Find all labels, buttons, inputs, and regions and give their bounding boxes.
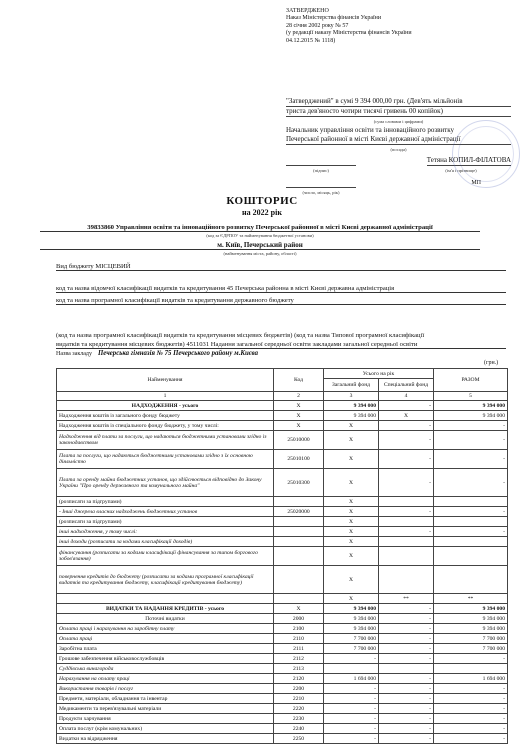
row-general: Х [324, 594, 379, 604]
row-general: - [324, 694, 379, 704]
approval-sum-line: "Затверджений" в сумі 9 394 000,00 грн. (Дев'ять мільйонів [286, 97, 511, 107]
row-total [434, 566, 508, 594]
row-name: Надходження коштів із спеціального фонду бюджету, у тому числі: [57, 421, 274, 431]
row-code: 2120 [274, 674, 324, 684]
row-general: 9 394 000 [324, 614, 379, 624]
index-1: 1 [57, 392, 274, 401]
table-row [57, 604, 508, 614]
row-general: - [324, 704, 379, 714]
row-code: 2100 [274, 624, 324, 634]
row-general: Х [324, 547, 379, 566]
row-general: - [324, 684, 379, 694]
approval-header [286, 8, 412, 45]
row-special [379, 517, 434, 527]
row-special: ** [379, 594, 434, 604]
row-general: Х [324, 469, 379, 497]
approver-position-2: Печерської районної в місті Києві державної адміністрації [286, 135, 511, 145]
row-total: - [434, 694, 508, 704]
row-total: 9 394 000 [434, 604, 508, 614]
row-general: 9 394 000 [324, 411, 379, 421]
institution-name: 39833860 Управління освіти та інноваційного розвитку Печерської районної в місті Києві державної адміністрації [40, 224, 480, 232]
row-general: - [324, 724, 379, 734]
index-2: 2 [274, 392, 324, 401]
row-name: Оплата праці [57, 634, 274, 644]
row-total: 7 700 000 [434, 634, 508, 644]
sum-caption: (сума словами і цифрами) [373, 119, 424, 124]
table-row [57, 527, 508, 537]
row-code: 2240 [274, 724, 324, 734]
row-total [434, 547, 508, 566]
row-code: 2230 [274, 714, 324, 724]
program-classification: код та назва програмної класифікації видатків та кредитування державного бюджету [56, 297, 506, 305]
row-general: Х [324, 537, 379, 547]
table-row [57, 694, 508, 704]
row-code [274, 547, 324, 566]
table-row [57, 421, 508, 431]
row-code: 2250 [274, 734, 324, 744]
row-name: Нарахування на оплату праці [57, 674, 274, 684]
row-special: - [379, 421, 434, 431]
row-name: Плата за послуги, що надаються бюджетними установами згідно з їх основною діяльністю [57, 450, 274, 469]
table-row [57, 566, 508, 594]
row-code [274, 517, 324, 527]
local-program-line-1: (код та назва програмної класифікації видатків та кредитування місцевих бюджетів) (код та назва Типової програмної класифікації [56, 332, 425, 339]
row-name: Продукти харчування [57, 714, 274, 724]
row-code: 2200 [274, 684, 324, 694]
table-row [57, 664, 508, 674]
row-total [434, 664, 508, 674]
row-general: Х [324, 527, 379, 537]
currency-label: (грн.) [484, 360, 499, 366]
row-name: - Інші джерела власних надходжень бюджетних установ [57, 507, 274, 517]
institution-caption: (код за ЄДРПОУ та найменування бюджетної установи) [206, 233, 314, 238]
departmental-classification: код та назва відомчої класифікації видатків та кредитування 45 Печерська районна в місті Києві державна адміністрація [56, 285, 506, 293]
row-total: 9 394 000 [434, 411, 508, 421]
approval-sum-line-2: триста дев'яносто чотири тисячі гривень 00 копійок) [286, 107, 511, 117]
table-row [57, 450, 508, 469]
date-caption: (число, місяць, рік) [302, 190, 340, 195]
row-special [379, 497, 434, 507]
table-row [57, 547, 508, 566]
row-special: Х [379, 411, 434, 421]
row-name: (розписати за підгрупами) [57, 517, 274, 527]
row-name: фінансування (розписати за кодами класифікації фінансування за типом боргового зобов'язання) [57, 547, 274, 566]
table-row [57, 469, 508, 497]
row-special: - [379, 724, 434, 734]
city-caption: (найменування міста, району, області) [223, 251, 297, 256]
date-line [286, 179, 356, 188]
row-name: ВИДАТКИ ТА НАДАННЯ КРЕДИТІВ - усього [57, 604, 274, 614]
row-code: Х [274, 604, 324, 614]
row-code: 2210 [274, 694, 324, 704]
row-total: 9 394 000 [434, 401, 508, 411]
row-name: Видатки на відрядження [57, 734, 274, 744]
approver-position-1: Начальник управління освіти та інноваційного розвитку [286, 126, 455, 134]
row-special: - [379, 450, 434, 469]
row-code: 2111 [274, 644, 324, 654]
row-general: Х [324, 566, 379, 594]
row-total: - [434, 469, 508, 497]
row-name: Заробітна плата [57, 644, 274, 654]
row-total: 9 394 000 [434, 624, 508, 634]
row-special: - [379, 654, 434, 664]
row-code [274, 527, 324, 537]
row-special: - [379, 604, 434, 614]
row-general: 7 700 000 [324, 634, 379, 644]
row-general: Х [324, 507, 379, 517]
row-total: 1 694 000 [434, 674, 508, 684]
row-special: - [379, 694, 434, 704]
row-total: - [434, 684, 508, 694]
row-total: - [434, 734, 508, 744]
row-name: Плата за оренду майна бюджетних установ, що здійснюється відповідно до Закону України "Про оренду державного та комунального майна" [57, 469, 274, 497]
row-general [324, 664, 379, 674]
name-caption: (ім'я і прізвище) [445, 168, 477, 173]
row-special: - [379, 734, 434, 744]
row-special: - [379, 704, 434, 714]
local-program-line-2: видатків та кредитування місцевих бюджетів) 4511031 Надання загальної середньої освіти закладами загальної середньої освіти [56, 341, 506, 349]
row-code: Х [274, 421, 324, 431]
row-special [379, 547, 434, 566]
row-special [379, 566, 434, 594]
document-year: на 2022 рік [242, 208, 282, 217]
row-code [274, 566, 324, 594]
row-code: Х [274, 411, 324, 421]
row-total [434, 517, 508, 527]
table-row [57, 674, 508, 684]
table-row [57, 614, 508, 624]
table-row [57, 624, 508, 634]
row-special: - [379, 507, 434, 517]
header-general: Загальний фонд [324, 379, 379, 392]
row-code: 2000 [274, 614, 324, 624]
signature-line [286, 156, 356, 166]
row-special [379, 537, 434, 547]
index-3: 3 [324, 392, 379, 401]
header-line-2: Наказ Міністерства фінансів України [286, 15, 382, 22]
row-general: 9 394 000 [324, 401, 379, 411]
row-total: - [434, 507, 508, 517]
row-code: 25020000 [274, 507, 324, 517]
row-special: - [379, 469, 434, 497]
row-name: Медикаменти та перев'язувальні матеріали [57, 704, 274, 714]
header-line-1: ЗАТВЕРДЖЕНО [286, 8, 329, 14]
row-code: 25010300 [274, 469, 324, 497]
header-line-5: 04.12.2015 № 1118) [286, 37, 336, 44]
row-general: Х [324, 421, 379, 431]
row-code: 25010100 [274, 450, 324, 469]
row-special: - [379, 614, 434, 624]
row-code: 2110 [274, 634, 324, 644]
document-title: КОШТОРИС [226, 195, 298, 207]
row-special: - [379, 634, 434, 644]
row-special: - [379, 624, 434, 634]
row-total: - [434, 704, 508, 714]
budget-type: Вид бюджету МІСЦЕВИЙ [56, 263, 506, 271]
row-name: Використання товарів і послуг [57, 684, 274, 694]
header-line-3: 28 січня 2002 року № 57 [286, 22, 349, 29]
row-special [379, 664, 434, 674]
header-special: Спеціальний фонд [379, 379, 434, 392]
table-row [57, 594, 508, 604]
budget-table [56, 368, 508, 744]
position-caption: (посада) [390, 147, 407, 152]
row-name: Оплата праці і нарахування на заробітну плату [57, 624, 274, 634]
table-row [57, 634, 508, 644]
row-general: 9 394 000 [324, 604, 379, 614]
row-name: Надходження коштів із загального фонду бюджету [57, 411, 274, 421]
institution-city: м. Київ, Печерський район [40, 241, 480, 250]
header-total: РАЗОМ [434, 369, 508, 392]
fund-name: Печерська гімназія № 75 Печерського району м.Києва [98, 350, 259, 357]
row-special: - [379, 431, 434, 450]
approver-name: Тетяна КОПИЛ-ФІЛАТОВА [426, 156, 511, 164]
row-name: Оплата послуг (крім комунальних) [57, 724, 274, 734]
row-special: - [379, 401, 434, 411]
row-special: - [379, 527, 434, 537]
row-general: Х [324, 431, 379, 450]
table-row [57, 734, 508, 744]
row-total: - [434, 654, 508, 664]
fund-label: Назва закладу [56, 351, 92, 357]
row-total [434, 537, 508, 547]
header-name: Найменування [57, 369, 274, 392]
row-total: - [434, 527, 508, 537]
row-general: Х [324, 450, 379, 469]
row-name: Грошове забезпечення військовослужбовців [57, 654, 274, 664]
signature-caption: (підпис) [313, 168, 329, 173]
row-general: Х [324, 517, 379, 527]
row-special: - [379, 684, 434, 694]
row-name: повернення кредитів до бюджету (розписати за кодами програмної класифікації видатків та кредитування бюджету, класифікації кредитування бюджету) [57, 566, 274, 594]
row-general: - [324, 734, 379, 744]
seal-mark: МП [471, 180, 481, 186]
row-general: 7 700 000 [324, 644, 379, 654]
row-total: - [434, 714, 508, 724]
header-code: Код [274, 369, 324, 392]
row-general: - [324, 714, 379, 724]
table-row [57, 537, 508, 547]
row-total: - [434, 431, 508, 450]
row-name: НАДХОДЖЕННЯ - усього [57, 401, 274, 411]
row-name: інші надходження, у тому числі: [57, 527, 274, 537]
row-total: 9 394 000 [434, 614, 508, 624]
row-code: 25010000 [274, 431, 324, 450]
table-row [57, 654, 508, 664]
row-total: 7 700 000 [434, 644, 508, 654]
table-row [57, 724, 508, 734]
row-total: ** [434, 594, 508, 604]
table-row [57, 497, 508, 507]
table-row [57, 714, 508, 724]
row-general: - [324, 654, 379, 664]
row-code: Х [274, 401, 324, 411]
row-name [57, 594, 274, 604]
row-total [434, 497, 508, 507]
row-general: Х [324, 497, 379, 507]
row-code [274, 497, 324, 507]
row-name: (розписати за підгрупами) [57, 497, 274, 507]
table-row [57, 684, 508, 694]
row-code: 2220 [274, 704, 324, 714]
table-row [57, 517, 508, 527]
table-row [57, 644, 508, 654]
row-name: Надходження від плати за послуги, що надаються бюджетними установами згідно із законодавством [57, 431, 274, 450]
row-special: - [379, 674, 434, 684]
row-name: інші доходи (розписати за кодами класифікації доходів) [57, 537, 274, 547]
row-code [274, 537, 324, 547]
index-4: 4 [379, 392, 434, 401]
row-code: 2112 [274, 654, 324, 664]
index-5: 5 [434, 392, 508, 401]
table-row [57, 704, 508, 714]
row-name: Предмети, матеріали, обладнання та інвентар [57, 694, 274, 704]
table-row [57, 401, 508, 411]
table-row [57, 411, 508, 421]
table-row [57, 431, 508, 450]
row-total: - [434, 724, 508, 734]
table-row [57, 507, 508, 517]
row-code: 2113 [274, 664, 324, 674]
row-special: - [379, 644, 434, 654]
row-general: 9 394 000 [324, 624, 379, 634]
row-name: Суддівська винагорода [57, 664, 274, 674]
row-total: - [434, 421, 508, 431]
header-year: Усього на рік [324, 369, 434, 379]
row-total: - [434, 450, 508, 469]
row-name: Поточні видатки [57, 614, 274, 624]
official-stamp-inner [458, 126, 514, 182]
row-code [274, 594, 324, 604]
row-special: - [379, 714, 434, 724]
row-general: 1 694 000 [324, 674, 379, 684]
header-line-4: (у редакції наказу Міністерства фінансів України [286, 30, 412, 37]
